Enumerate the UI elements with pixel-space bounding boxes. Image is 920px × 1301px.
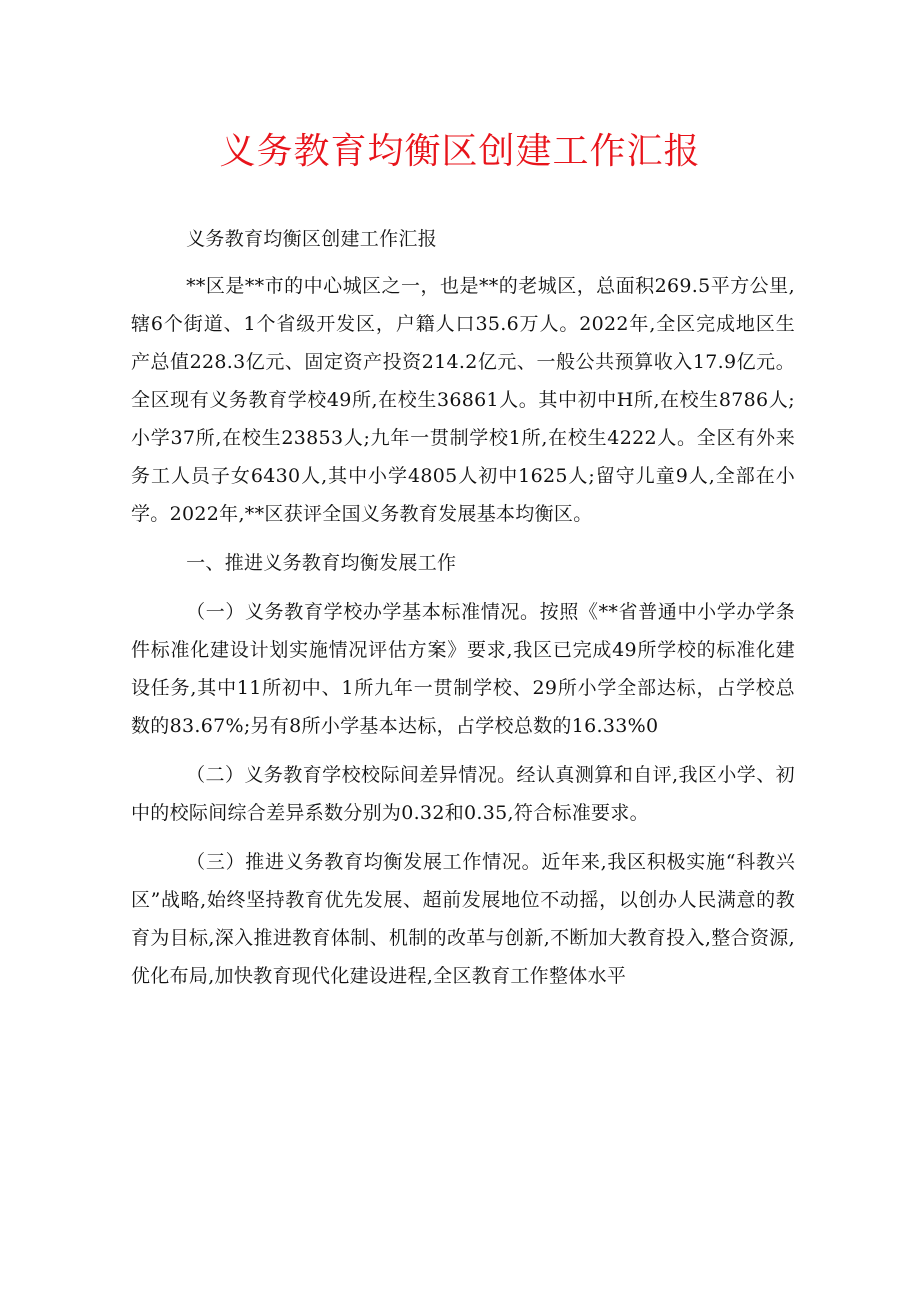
document-title: 义务教育均衡区创建工作汇报 [219,131,701,172]
section-heading-1: 一、推进义务教育均衡发展工作 [186,552,457,574]
paragraph-differences: （二）义务教育学校校际间差异情况。经认真测算和自评,我区小学、初中的校际间综合差异系数分别为0.32和0.35,符合标准要求。 [131,764,795,824]
paragraph-progress: （三）推进义务教育均衡发展工作情况。近年来,我区积极实施“科教兴区”战略,始终坚持教育优先发展、超前发展地位不动摇，以创办人民满意的教育为目标,深入推进教育体制、机制的改革与创新,不断加大教育投入,整合资源,优化布局,加快教育现代化建设进程,全区教育工作整体水平 [131,851,795,987]
document-subtitle: 义务教育均衡区创建工作汇报 [186,228,437,250]
paragraph-overview: **区是**市的中心城区之一，也是**的老城区，总面积269.5平方公里,辖6个街道、1个省级开发区，户籍人口35.6万人。2022年,全区完成地区生产总值228.3亿元、固定资产投资214.2亿元、一般公共预算收入17.9亿元。全区现有义务教育学校49所,在校生36861人。其中初中H所,在校生8786人;小学37所,在校生23853人;九年一贯制学校1所,在校生4222人。全区有外来务工人员子女6430人,其中小学4805人初中1625人;留守儿童9人,全部在小学。2022年,**区获评全国义务教育发展基本均衡区。 [131,275,795,525]
document-body [131,220,795,1006]
paragraph-standards: （一）义务教育学校办学基本标准情况。按照《**省普通中小学办学条件标准化建设计划实施情况评估方案》要求,我区已完成49所学校的标准化建设任务,其中11所初中、1所九年一贯制学校、29所小学全部达标，占学校总数的83.67%;另有8所小学基本达标，占学校总数的16.33%0 [131,601,795,737]
